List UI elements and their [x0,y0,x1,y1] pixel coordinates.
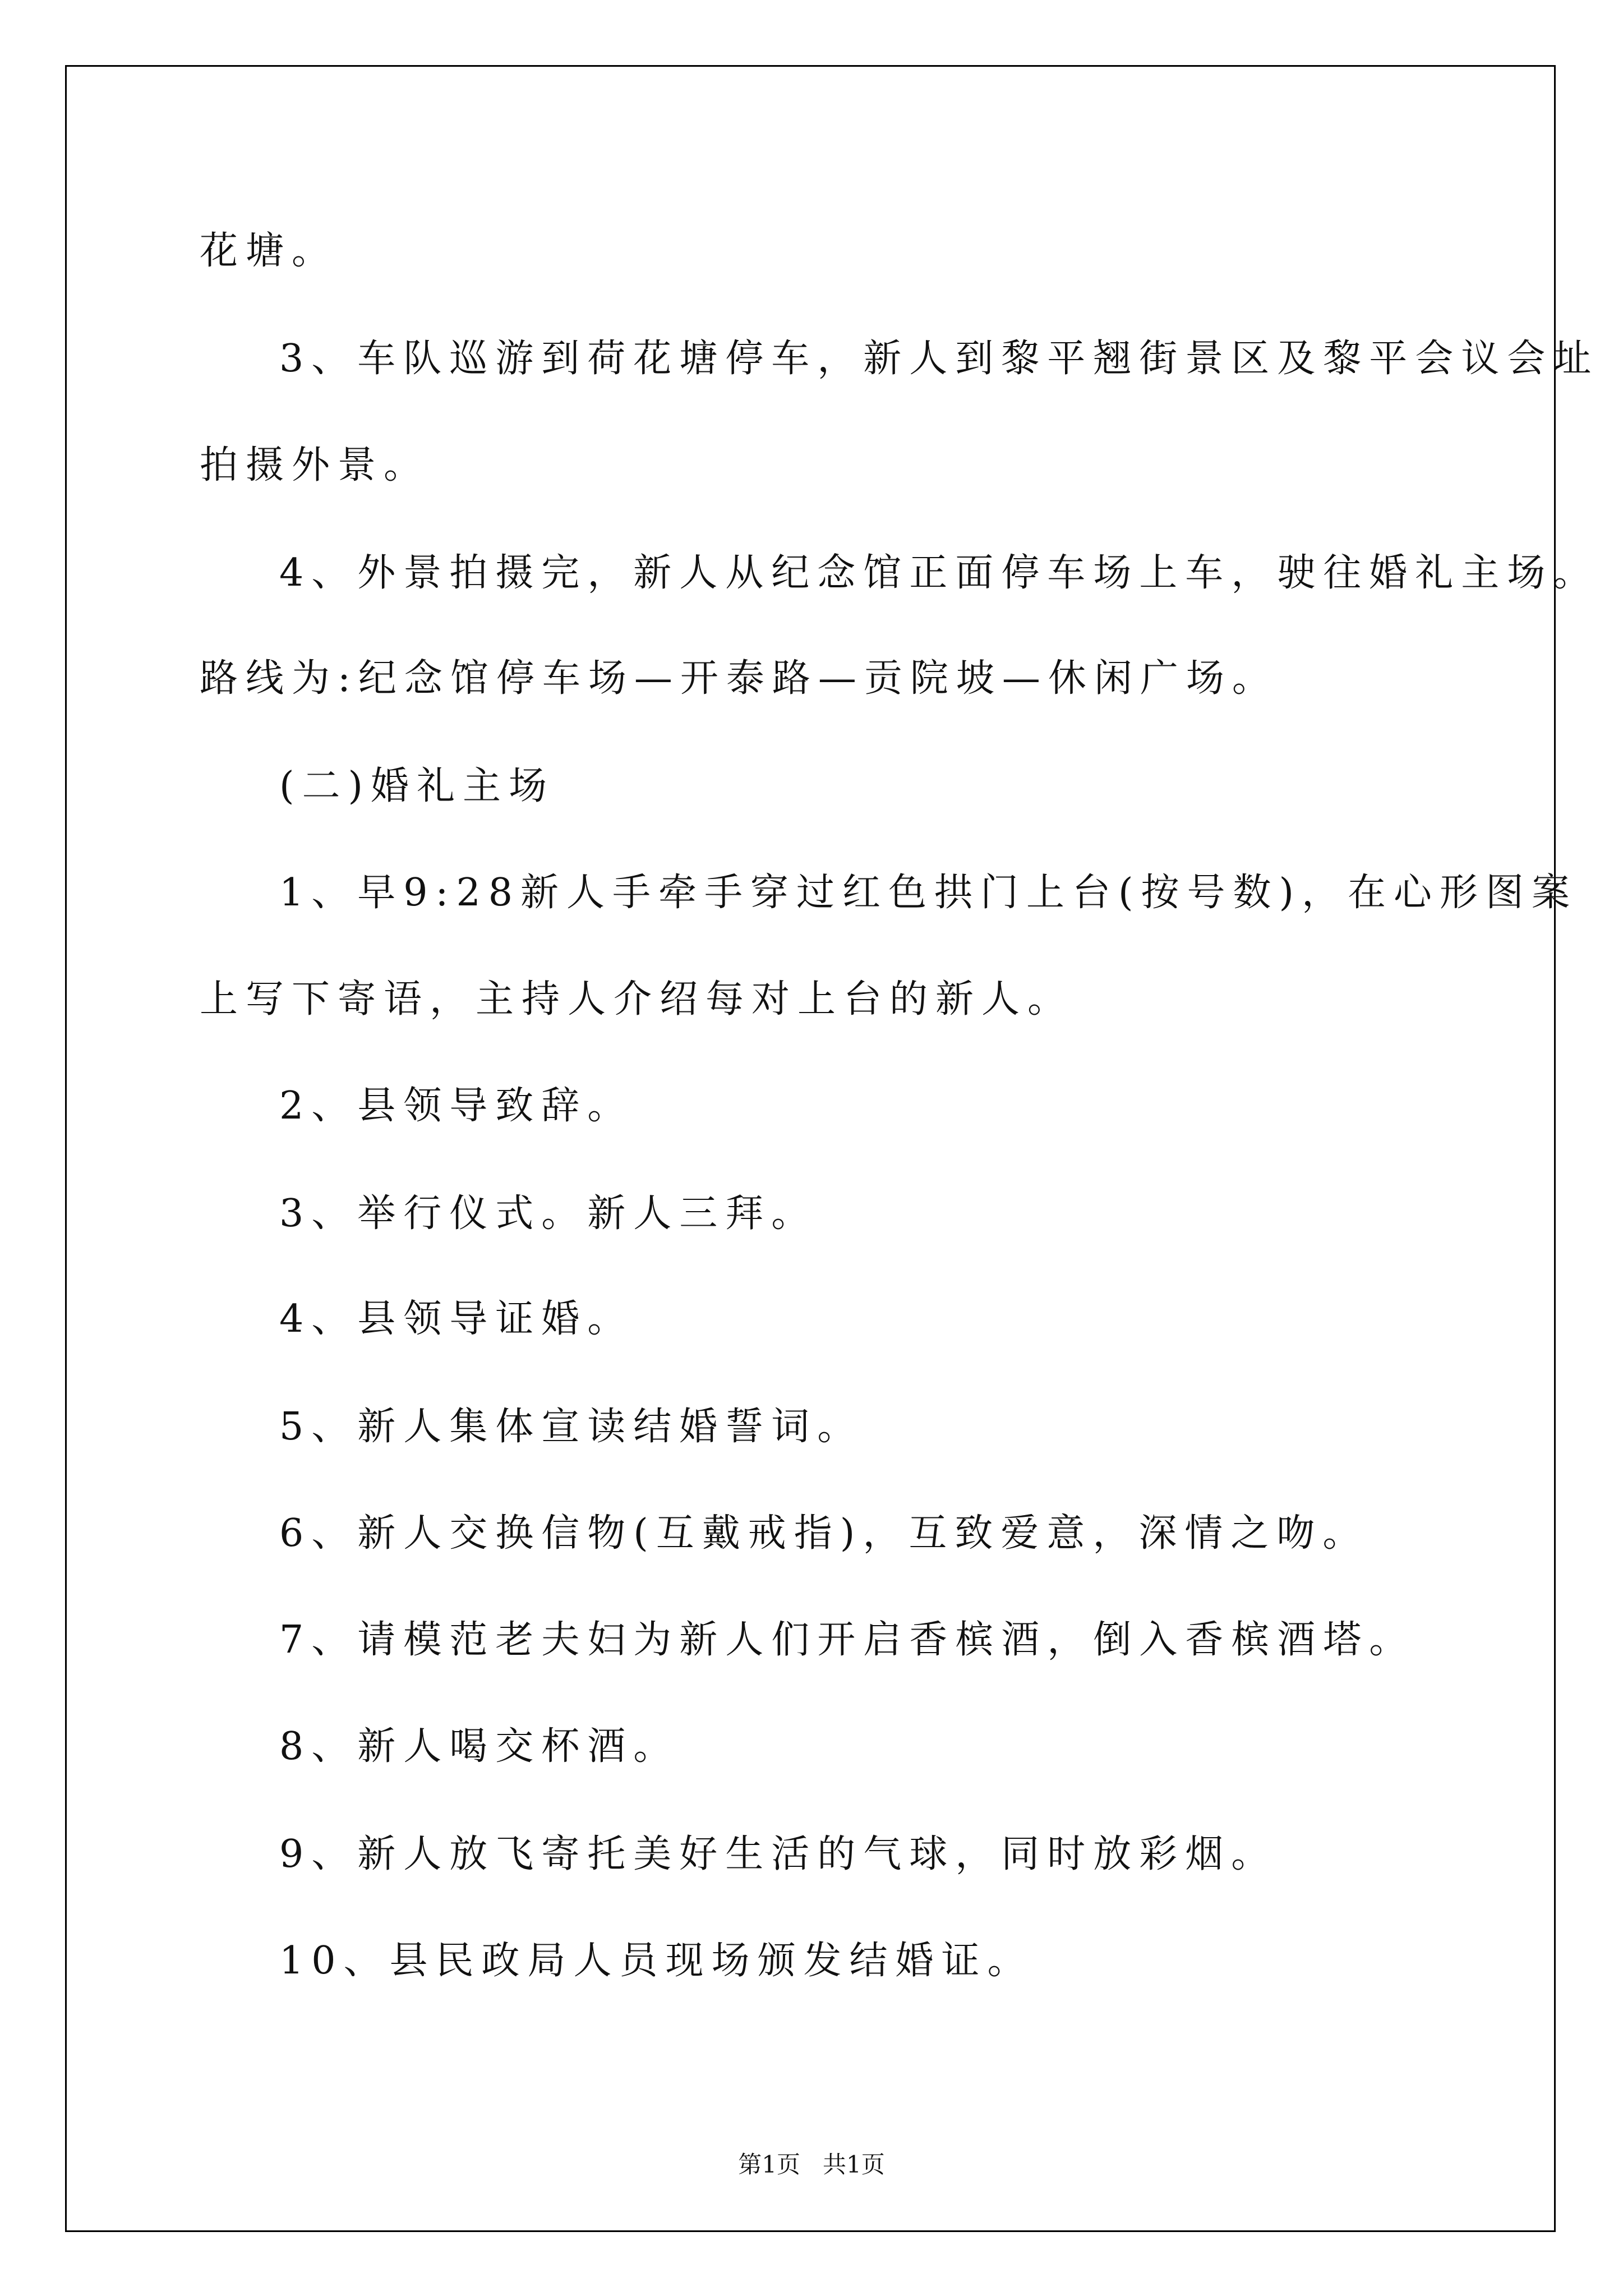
text-line: 7、请模范老夫妇为新人们开启香槟酒，倒入香槟酒塔。 [279,1618,1415,1662]
text-line: 5、新人集体宣读结婚誓词。 [279,1405,864,1449]
text-line: 10、县民政局人员现场颁发结婚证。 [279,1939,1034,1983]
page-footer: 第1页 共1页 [738,2151,885,2178]
page-border [65,65,1556,2232]
text-line: 4、外景拍摄完，新人从纪念馆正面停车场上车，驶往婚礼主场。 [279,551,1599,595]
section-heading: (二)婚礼主场 [279,764,555,808]
text-line: 路线为:纪念馆停车场—开泰路—贡院坡—休闲广场。 [200,656,1278,701]
text-line: 6、新人交换信物(互戴戒指)，互致爱意，深情之吻。 [279,1511,1369,1556]
text-line: 4、县领导证婚。 [279,1297,634,1341]
text-line: 上写下寄语，主持人介绍每对上台的新人。 [200,977,1074,1022]
text-line: 拍摄外景。 [200,443,430,487]
text-line: 3、举行仪式。新人三拜。 [279,1191,818,1236]
text-line: 9、新人放飞寄托美好生活的气球，同时放彩烟。 [279,1832,1278,1876]
text-line: 1、早9:28新人手牵手穿过红色拱门上台(按号数)，在心形图案 [279,871,1578,915]
text-line: 花塘。 [200,229,338,273]
text-line: 8、新人喝交杯酒。 [279,1724,680,1769]
text-line: 2、县领导致辞。 [279,1084,634,1128]
text-line: 3、车队巡游到荷花塘停车，新人到黎平翘街景区及黎平会议会址 [279,337,1599,381]
